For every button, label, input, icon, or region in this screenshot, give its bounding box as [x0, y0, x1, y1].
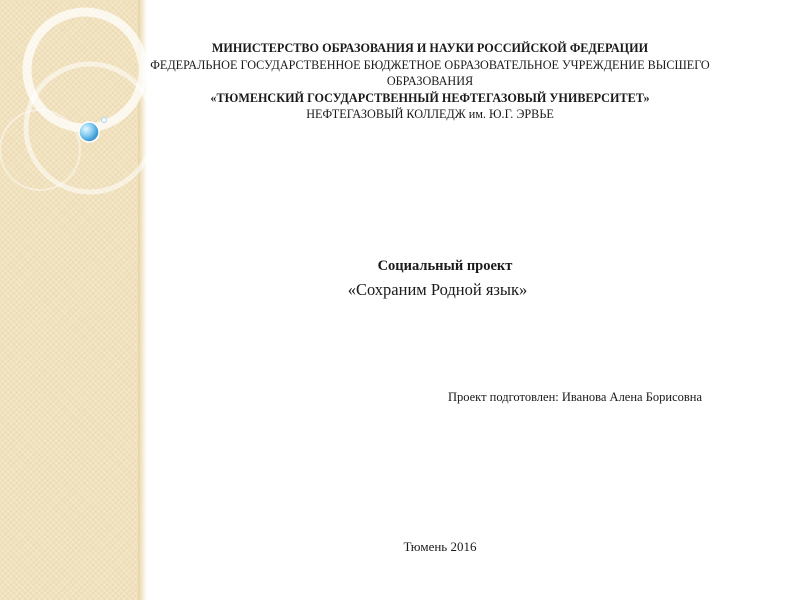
institution-line-1: ФЕДЕРАЛЬНОЕ ГОСУДАРСТВЕННОЕ БЮДЖЕТНОЕ ОБРАЗОВАТЕЛЬНОЕ УЧРЕЖДЕНИЕ ВЫСШЕГО	[150, 57, 710, 72]
institution-line-2: ОБРАЗОВАНИЯ	[386, 74, 474, 88]
college-line: НЕФТЕГАЗОВЫЙ КОЛЛЕДЖ им. Ю.Г. ЭРВЬЕ	[306, 107, 554, 121]
institution-header	[60, 40, 800, 123]
accent-bubble	[79, 122, 99, 142]
author-line: Проект подготовлен: Иванова Алена Борисовна	[447, 390, 703, 404]
ministry-line: МИНИСТЕРСТВО ОБРАЗОВАНИЯ И НАУКИ РОССИЙСКОЙ ФЕДЕРАЦИИ	[211, 41, 649, 55]
city-year: Тюмень 2016	[403, 539, 477, 554]
project-title: «Сохраним Родной язык»	[347, 280, 528, 299]
university-line: «ТЮМЕНСКИЙ ГОСУДАРСТВЕННЫЙ НЕФТЕГАЗОВЫЙ УНИВЕРСИТЕТ»	[210, 90, 650, 105]
project-kind: Социальный проект	[377, 258, 513, 274]
